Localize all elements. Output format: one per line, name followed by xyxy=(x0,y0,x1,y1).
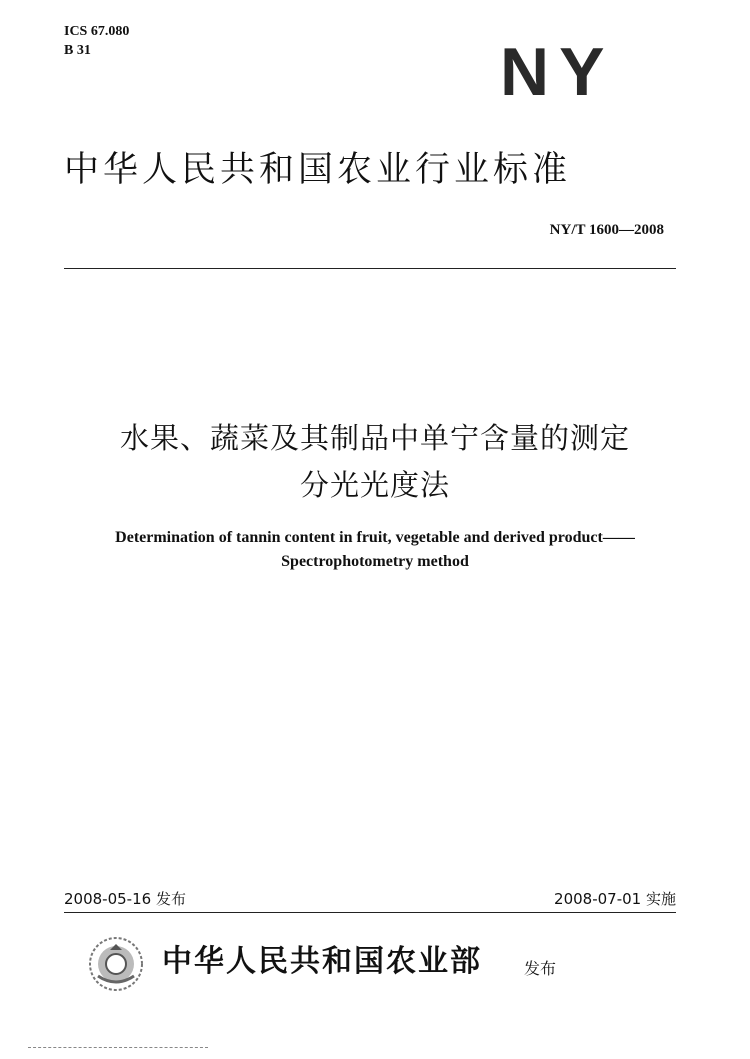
classification-codes xyxy=(64,22,129,60)
standard-code: NY/T 1600—2008 xyxy=(549,222,664,238)
title-en-line1: Determination of tannin content in fruit, vegetable and derived product—— xyxy=(115,529,635,546)
bottom-scan-line xyxy=(28,1047,208,1048)
footer-divider xyxy=(64,912,676,913)
ministry-name: 中华人民共和国农业部 xyxy=(162,944,482,979)
issue-date: 2008-05-16 发布 xyxy=(64,890,186,908)
ccs-code: B 31 xyxy=(64,43,91,58)
standard-name: 中华人民共和国农业行业标准 xyxy=(64,150,572,190)
ics-code: ICS 67.080 xyxy=(64,24,130,39)
title-cn-line2: 分光光度法 xyxy=(299,468,450,502)
title-en-line2: Spectrophotometry method xyxy=(281,553,469,570)
title-cn-line1: 水果、蔬菜及其制品中单宁含量的测定 xyxy=(119,421,630,455)
effective-date: 2008-07-01 实施 xyxy=(554,890,676,908)
header-divider xyxy=(64,268,676,269)
ny-brand-mark: NY xyxy=(500,34,615,110)
issue-label: 发布 xyxy=(524,959,557,978)
ministry-emblem-icon xyxy=(88,936,144,992)
